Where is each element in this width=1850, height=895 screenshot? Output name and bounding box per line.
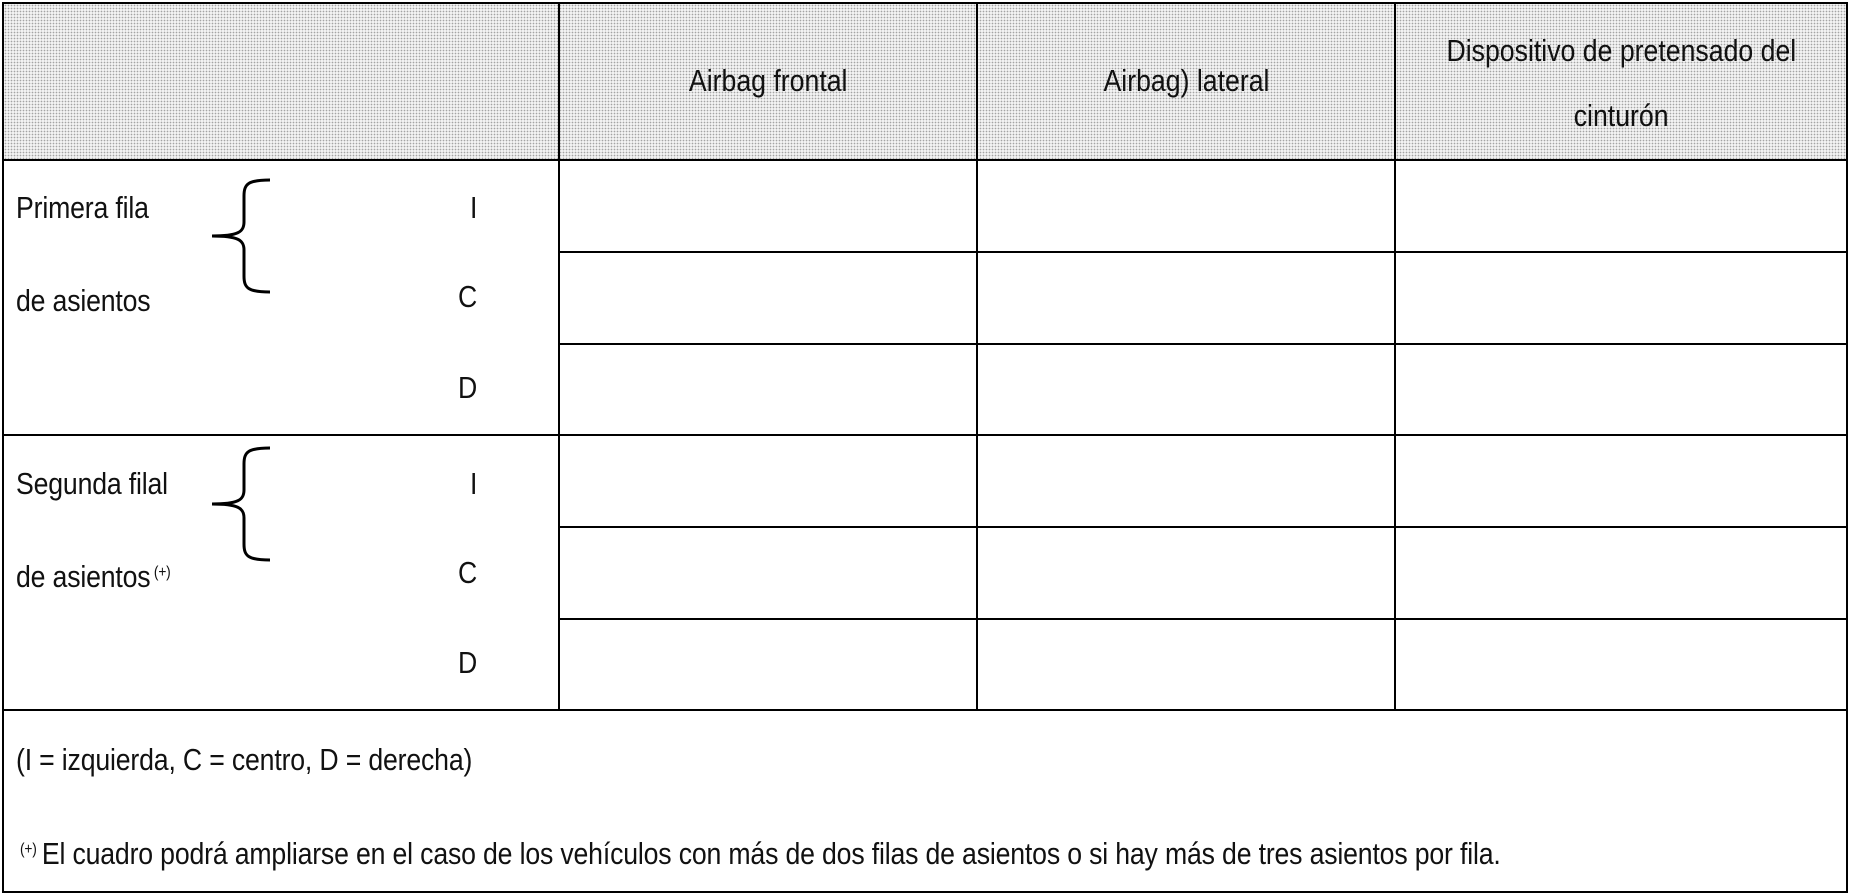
group2-seat-left: I [470,466,478,501]
group1-seat-center: C [458,279,478,314]
group1-seat-right: D [458,370,478,405]
group1-label-line2: de asientos [16,283,151,318]
row-divider [558,618,1848,620]
group2-label-line1: Segunda filal [16,466,168,501]
group2-seat-center: C [458,555,478,590]
table-border-right [1846,2,1848,893]
group-divider [2,434,1848,436]
header-col1 [4,63,558,99]
group1-label-line1: Primera fila [16,190,149,225]
header-divider [2,159,1848,161]
legend-divider [2,709,1848,711]
header-airbag-lateral: Airbag) lateral [1103,63,1269,98]
header-pretensioner-line1: Dispositivo de pretensado del [1446,33,1796,68]
table-border-bottom [2,891,1848,893]
row-divider [558,526,1848,528]
table-border-top [2,2,1848,4]
header-airbag-frontal: Airbag frontal [688,63,848,98]
group2-brace [208,446,278,562]
table-border-left [2,2,4,893]
footnote-mark: (+) [153,564,171,581]
seat-legend: (I = izquierda, C = centro, D = derecha) [16,742,473,777]
group2-label-line2: de asientos (+) [16,559,171,594]
column-divider-1 [558,2,560,710]
column-divider-2 [976,2,978,710]
row-divider [558,343,1848,345]
group2-seat-right: D [458,645,478,680]
header-pretensioner-line2: cinturón [1573,98,1669,133]
group1-brace [208,178,278,294]
group1-seat-left: I [470,190,478,225]
footnote: (+) El cuadro podrá ampliarse en el caso de los vehículos con más de dos filas de asientos o si hay más de tres asientos por fila. [20,836,1501,871]
row-divider [558,251,1848,253]
